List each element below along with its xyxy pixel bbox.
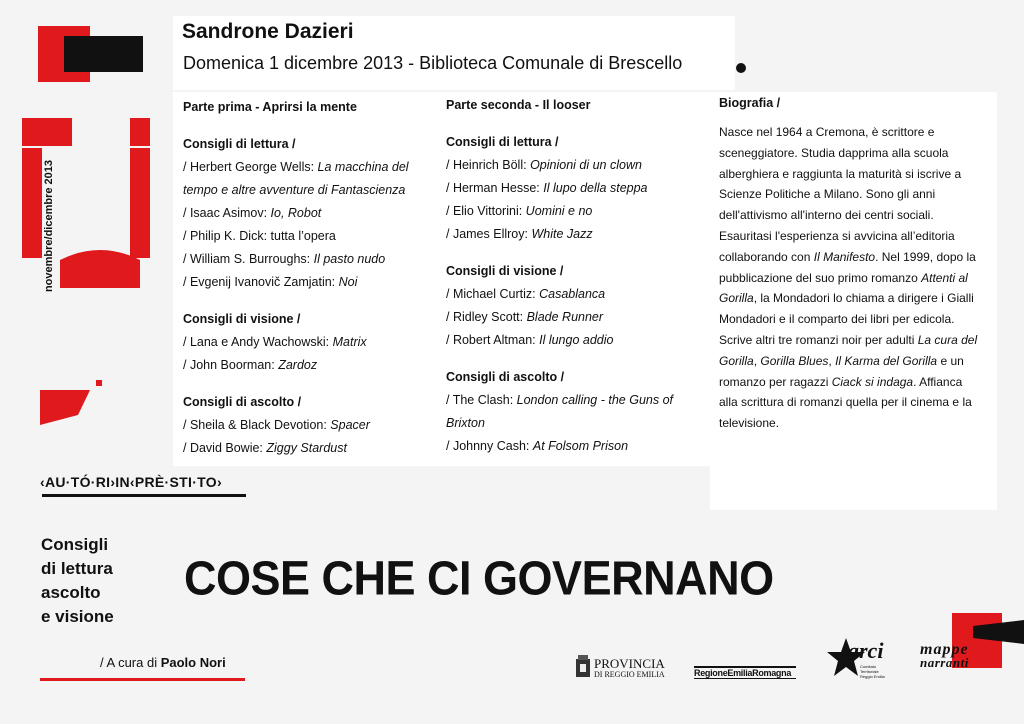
column-biography (719, 96, 993, 434)
bio-line: Scienze Politiche a Milano. Sono gli anni (719, 187, 936, 202)
list-item: / Herbert George Wells: La macchina del (183, 160, 409, 174)
list-item: / Elio Vittorini: Uomini e no (446, 204, 593, 218)
side-date: novembre/dicembre 2013 (43, 159, 55, 293)
arci-logo: arci Comitato Territoriale Reggio Emilia (826, 636, 890, 680)
bio-line: alla scrittura di romanzi quella per il cinema e la (719, 395, 972, 410)
list-item: tempo e altre avventure di Fantascienza (183, 183, 406, 197)
subtitle-line: e visione (41, 607, 114, 626)
part-one-title: Parte prima - Aprirsi la mente (183, 100, 357, 114)
list-item: / David Bowie: Ziggy Stardust (183, 441, 347, 455)
column-part-two (446, 94, 706, 458)
main-title: COSE CHE CI GOVERNANO (184, 550, 774, 606)
bio-line: Scrive altri tre romanzi noir per adulti La cura del (719, 332, 978, 347)
list-item: / Robert Altman: Il lungo addio (446, 333, 614, 347)
col2-vision-title: Consigli di visione / (446, 264, 564, 278)
bio-line: pubblicazione del suo primo romanzo Attenti al (719, 270, 968, 285)
bio-line: Gorilla, Gorilla Blues, Il Karma del Gorilla e un (719, 353, 964, 368)
list-item: / Johnny Cash: At Folsom Prison (446, 439, 629, 453)
list-item: / The Clash: London calling - the Guns of (446, 393, 673, 407)
bio-line: Gorilla, la Mondadori lo chiama a dirigere i Gialli (719, 291, 974, 306)
bio-line: romanzo per ragazzi Ciack si indaga. Affianca (719, 374, 963, 389)
col1-listen-title: Consigli di ascolto / (183, 395, 302, 409)
list-item: / Lana e Andy Wachowski: Matrix (183, 335, 367, 349)
decor-black-flag (973, 620, 1024, 644)
subtitle-line: Consigli (41, 535, 109, 554)
col1-vision-title: Consigli di visione / (183, 312, 301, 326)
list-item: Brixton (446, 416, 485, 430)
regione-logo: RegioneEmiliaRomagna (694, 666, 796, 679)
col1-reading-title: Consigli di lettura / (183, 137, 296, 151)
bio-line: sceneggiatore. Studia dapprima alla scuola (719, 145, 949, 160)
decor-black-block-top (64, 36, 143, 72)
provincia-crest-icon (574, 655, 592, 679)
list-item: / Heinrich Böll: Opinioni di un clown (446, 158, 642, 172)
list-item: / Sheila & Black Devotion: Spacer (183, 418, 370, 432)
col2-reading-title: Consigli di lettura / (446, 135, 559, 149)
decor-red-shapes-left (20, 110, 150, 440)
bio-line: dell'attivismo all'interno dei centri sociali. (719, 208, 934, 223)
list-item: / Herman Hesse: Il lupo della steppa (446, 181, 648, 195)
list-item: / John Boorman: Zardoz (183, 358, 318, 372)
bullet-dot (736, 63, 746, 73)
curator-underline (40, 678, 245, 681)
subtitle-line: ascolto (41, 583, 101, 602)
mappe-narranti-logo: mappe narranti (920, 641, 969, 670)
bio-line: televisione. (719, 416, 780, 431)
list-item: / Isaac Asimov: Io, Robot (183, 206, 322, 220)
list-item: / Ridley Scott: Blade Runner (446, 310, 604, 324)
bio-line: collaborando con Il Manifesto. Nel 1999, dopo la (719, 249, 976, 264)
bio-line: Mondadori e il comparto dei libri per edicola. (719, 312, 955, 327)
list-item: / Michael Curtiz: Casablanca (446, 287, 606, 301)
series-underline (42, 494, 246, 497)
author-name: Sandrone Dazieri (182, 20, 354, 43)
list-item: / James Ellroy: White Jazz (446, 227, 593, 241)
bio-text (719, 122, 993, 434)
event-line: Domenica 1 dicembre 2013 - Biblioteca Comunale di Brescello (183, 53, 683, 73)
bio-line: Esauritasi l'esperienza si avvicina all’editoria (719, 228, 955, 243)
list-item: / Evgenij Ivanovič Zamjatin: Noi (183, 275, 358, 289)
subtitle-block (41, 533, 114, 629)
bio-line: alberghiera e raggiunta la maturità si iscrive a (719, 166, 962, 181)
bio-line: Nasce nel 1964 a Cremona, è scrittore e (719, 125, 935, 139)
column-part-one (183, 96, 445, 460)
curator-line: / A cura di Paolo Nori (100, 655, 226, 670)
col2-listen-title: Consigli di ascolto / (446, 370, 565, 384)
curator-name: Paolo Nori (160, 655, 226, 670)
list-item: / William S. Burroughs: Il pasto nudo (183, 252, 386, 266)
list-item: / Philip K. Dick: tutta l’opera (183, 229, 336, 243)
series-logo: ‹AU·TÓ·RI›IN‹PRÈ·STI·TO› (40, 474, 222, 490)
part-two-title: Parte seconda - Il looser (446, 98, 591, 112)
subtitle-line: di lettura (41, 559, 113, 578)
bio-title: Biografia / (719, 96, 781, 110)
